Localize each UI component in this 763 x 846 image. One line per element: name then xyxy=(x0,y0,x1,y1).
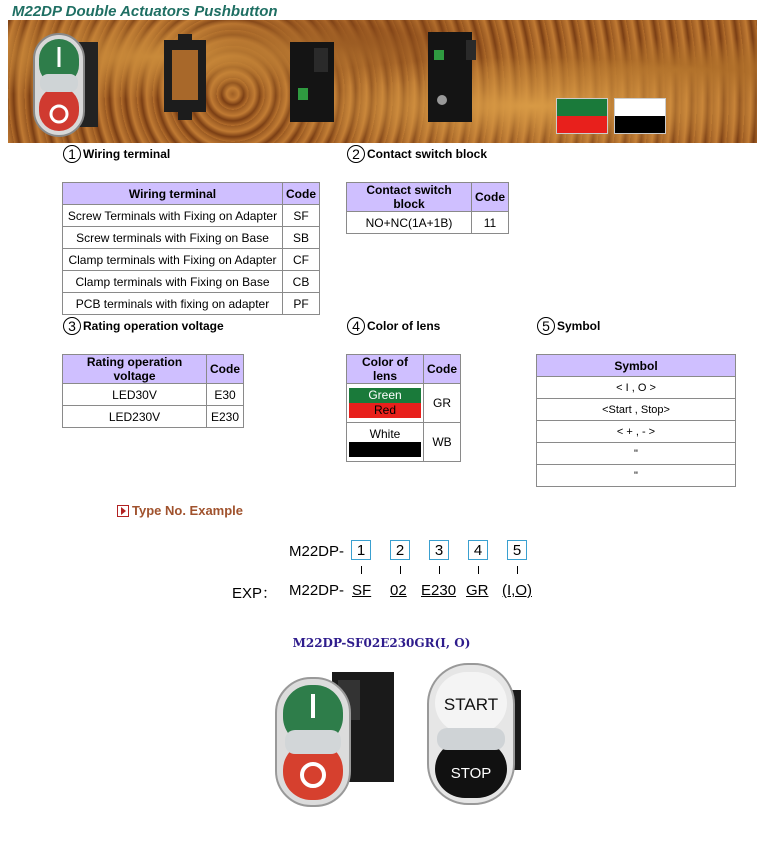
table-row xyxy=(537,421,736,443)
table-header: Contact switch block xyxy=(347,183,472,212)
section-label: Symbol xyxy=(557,319,601,333)
table-cell: E30 xyxy=(207,384,244,406)
code-box-5: 5 xyxy=(507,540,527,560)
table-row xyxy=(63,227,320,249)
contact-block-led-image xyxy=(420,28,484,136)
table-cell: 11 xyxy=(472,212,509,234)
table-cell: <Start , Stop> xyxy=(537,399,736,421)
start-label: START xyxy=(443,695,499,714)
exp-value-5: (I,O) xyxy=(502,582,532,599)
example-caption: M22DP-SF02E230GR(I, O) xyxy=(292,636,471,650)
lens-red-swatch: Red xyxy=(349,403,421,418)
table-row xyxy=(537,465,736,487)
section-contact-title xyxy=(347,145,487,163)
table-row xyxy=(537,399,736,421)
table-cell: CB xyxy=(283,271,320,293)
table-row xyxy=(63,384,244,406)
table-row xyxy=(537,443,736,465)
exp-value-3: E230 xyxy=(421,582,457,599)
wiring-table xyxy=(62,182,320,315)
code-box-3: 3 xyxy=(429,540,449,560)
section-number: 3 xyxy=(63,317,81,335)
type-example-label: Type No. Example xyxy=(132,503,244,518)
white-black-swatch xyxy=(614,98,666,134)
section-symbol-title xyxy=(537,317,600,335)
page-title: M22DP Double Actuators Pushbutton xyxy=(12,3,278,20)
adapter-image xyxy=(158,32,213,122)
lens-green-swatch: Green xyxy=(349,388,421,403)
table-cell: CF xyxy=(283,249,320,271)
code-box-2: 2 xyxy=(390,540,410,560)
code-box-1: 1 xyxy=(351,540,371,560)
table-cell: " xyxy=(537,465,736,487)
exp-value-4: GR xyxy=(466,582,489,599)
exp-value-2: 02 xyxy=(390,582,407,599)
table-header: Code xyxy=(207,355,244,384)
lens-color-cell xyxy=(347,384,424,423)
section-wiring-title xyxy=(63,145,170,163)
table-cell: SB xyxy=(283,227,320,249)
code-box-4: 4 xyxy=(468,540,488,560)
contact-block-image xyxy=(284,38,344,128)
tick-line xyxy=(478,566,479,574)
table-header: Wiring terminal xyxy=(63,183,283,205)
table-cell: E230 xyxy=(207,406,244,428)
table-cell: Screw Terminals with Fixing on Adapter xyxy=(63,205,283,227)
table-cell: PCB terminals with fixing on adapter xyxy=(63,293,283,315)
table-cell: Screw terminals with Fixing on Base xyxy=(63,227,283,249)
table-row xyxy=(347,384,461,423)
section-lens-title xyxy=(347,317,440,335)
table-row xyxy=(347,423,461,462)
lens-black-swatch xyxy=(349,442,421,457)
table-cell: NO+NC(1A+1B) xyxy=(347,212,472,234)
table-header: Rating operation voltage xyxy=(63,355,207,384)
table-cell: < + , - > xyxy=(537,421,736,443)
table-cell: " xyxy=(537,443,736,465)
section-label: Wiring terminal xyxy=(83,147,171,161)
tick-line xyxy=(439,566,440,574)
stop-label: STOP xyxy=(450,765,492,782)
section-label: Contact switch block xyxy=(367,147,488,161)
table-header: Color of lens xyxy=(347,355,424,384)
table-cell: < I , O > xyxy=(537,377,736,399)
table-row xyxy=(63,271,320,293)
contact-table xyxy=(346,182,509,234)
tick-line xyxy=(400,566,401,574)
table-header: Code xyxy=(424,355,461,384)
section-number: 2 xyxy=(347,145,365,163)
table-cell: PF xyxy=(283,293,320,315)
lens-table xyxy=(346,354,461,462)
tick-line xyxy=(361,566,362,574)
type-prefix: M22DP- xyxy=(289,543,345,560)
table-row xyxy=(63,249,320,271)
table-header: Code xyxy=(283,183,320,205)
table-cell: LED230V xyxy=(63,406,207,428)
arrow-icon xyxy=(117,505,129,517)
section-number: 1 xyxy=(63,145,81,163)
table-row xyxy=(537,377,736,399)
section-number: 5 xyxy=(537,317,555,335)
exp-label: EXP： xyxy=(232,585,278,602)
green-red-swatch xyxy=(556,98,608,134)
section-label: Color of lens xyxy=(367,319,441,333)
voltage-table xyxy=(62,354,244,428)
table-header: Code xyxy=(472,183,509,212)
exp-value-1: SF xyxy=(352,582,372,599)
section-voltage-title xyxy=(63,317,224,335)
tick-line xyxy=(517,566,518,574)
table-cell: LED30V xyxy=(63,384,207,406)
lens-color-cell xyxy=(347,423,424,462)
table-row xyxy=(347,212,509,234)
green-red-pushbutton-image xyxy=(274,660,399,810)
table-cell: Clamp terminals with Fixing on Base xyxy=(63,271,283,293)
section-label: Rating operation voltage xyxy=(83,319,224,333)
table-cell: SF xyxy=(283,205,320,227)
table-row xyxy=(63,406,244,428)
table-cell: GR xyxy=(424,384,461,423)
table-row xyxy=(63,293,320,315)
section-number: 4 xyxy=(347,317,365,335)
symbol-table xyxy=(536,354,736,487)
type-example-heading xyxy=(117,503,243,518)
exp-prefix: M22DP- xyxy=(289,582,345,599)
lens-white-swatch: White xyxy=(349,427,421,442)
start-stop-pushbutton-image xyxy=(425,660,525,810)
table-cell: Clamp terminals with Fixing on Adapter xyxy=(63,249,283,271)
product-banner xyxy=(8,20,757,143)
table-cell: WB xyxy=(424,423,461,462)
table-header: Symbol xyxy=(537,355,736,377)
table-row xyxy=(63,205,320,227)
double-pushbutton-image xyxy=(32,32,100,140)
